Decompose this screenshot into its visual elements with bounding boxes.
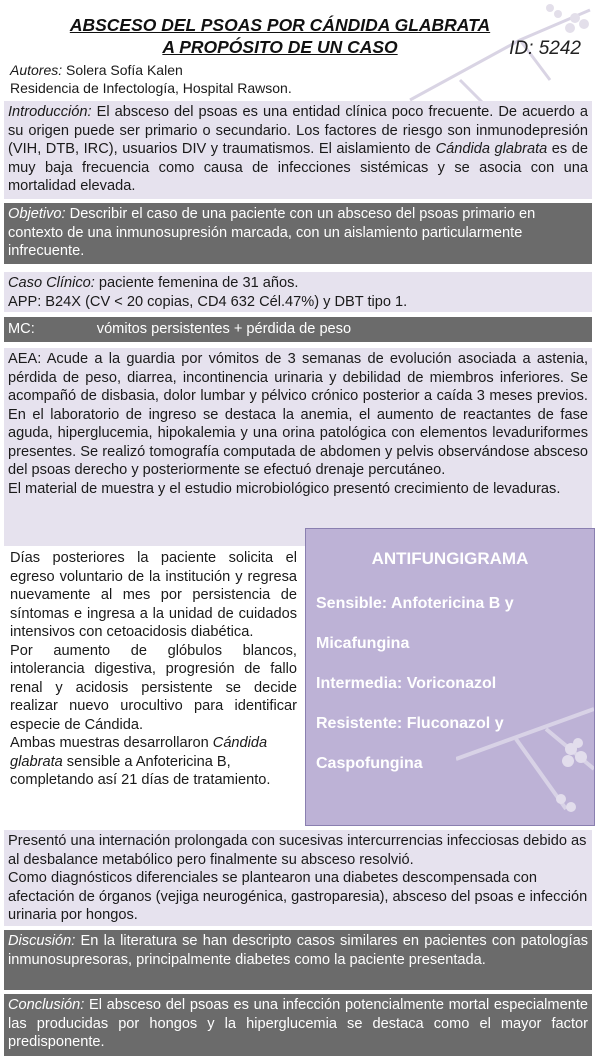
discussion-section [4,930,592,990]
mc-text: vómitos persistentes + pérdida de peso [96,321,352,337]
introduction-organism: Cándida glabrata [435,141,548,157]
discussion-label: Discusión: [8,933,76,949]
antifungigram-intermedia: Intermedia: Voriconazol [316,675,497,692]
antifungigram-sensible-2: Micafungina [316,635,410,652]
title-line-1: ABSCESO DEL PSOAS POR CÁNDIDA GLABRATA [69,15,491,35]
antifungigram-title: ANTIFUNGIGRAMA [371,549,529,568]
case-label: Caso Clínico: [8,275,95,291]
evolution-p3-a: Ambas muestras desarrollaron [10,735,213,751]
poster-id: ID: 5242 [509,38,581,59]
introduction-label: Introducción: [8,104,92,120]
mc-section [4,317,592,342]
antifungigram-box [305,528,595,826]
evolution-text [10,549,297,790]
introduction-section [4,101,592,199]
authors-label: Autores: [10,62,63,78]
objective-text: Describir el caso de una paciente con un absceso del psoas primario en contexto de una inmunosupresión marcada, con un aislamiento particularmente infrecuente. [8,206,536,259]
authors-block [10,61,292,97]
introduction-text-a: El absceso del psoas es una entidad clínica poco frecuente. De acuerdo a su origen puede ser primario o secundario. Los factores de riesgo son inmunodepresión (VIH, DTB, IRC), usuarios DIV y traumatismos. El aislamiento de [8,104,588,157]
case-text: paciente femenina de 31 años. [94,275,299,291]
outcome-p2: Como diagnósticos diferenciales se plantearon una diabetes descompensada con afectación de órganos (vejiga neurogénica, gastroparesia), absceso del psoas e infección urinaria por hongos. [8,870,588,923]
evolution-p3-organism: Cándida glabrata [10,735,268,770]
evolution-p1: Días posteriores la paciente solicita el egreso voluntario de la institución y regresa nuevamente al mes por persistencia de síntomas e ingresa a la unidad de cuidados intensivos con cetoacidosis diabética. [10,550,297,640]
outcome-section [4,830,592,926]
conclusion-text: El absceso del psoas es una infección potencialmente mortal especialmente las producidas por hongos y la hiperglucemia se destaca como el mayor factor predisponente. [8,997,588,1050]
antifungigram-resistente-2: Caspofungina [316,755,423,772]
poster-title [20,14,540,58]
antifungigram-resistente: Resistente: Fluconazol y [316,715,504,732]
authors-names: Solera Sofía Kalen [62,62,183,78]
case-section [4,272,592,312]
introduction-text-b: es de muy baja frecuencia como causa de infecciones sistémicas y se asocia con una mortalidad elevada. [8,141,589,194]
evolution-p2: Por aumento de glóbulos blancos, intolerancia digestiva, progresión de fallo renal y acidosis persistente se decide realizar nuevo urocultivo para identificar especie de Cándida. [10,642,297,733]
discussion-text: En la literatura se han descripto casos similares en pacientes con patologías inmunosupresoras, principalmente diabetes como la paciente presentada. [8,933,588,968]
outcome-p1: Presentó una internación prolongada con sucesivas intercurrencias infecciosas debido as al desbalance metabólico pero finalmente su absceso resolvió. [8,833,587,868]
objective-section [4,203,592,264]
aea-section [4,348,592,546]
title-line-2: A PROPÓSITO DE UN CASO [162,37,398,57]
aea-text-2: El material de muestra y el estudio microbiológico presentó crecimiento de levaduras. [8,480,561,497]
case-app: APP: B24X (CV < 20 copias, CD4 632 Cél.47%) y DBT tipo 1. [8,293,408,310]
aea-text: AEA: Acude a la guardia por vómitos de 3 semanas de evolución asociada a astenia, pérdida de peso, diarrea, incontinencia urinaria y debilidad de miembros inferiores. Se acompañó de disbasia, dolor lumbar y pélvico crónico posterior a caída 3 meses previos. En el laboratorio de ingreso se destaca la anemia, el aumento de reactantes de fase aguda, hiperglucemia, hipokalemia y una orina patológica con elementos levaduriformes presentes. Se realizó tomografía computada de abdomen y pelvis observándose absceso del psoas derecho y posteriormente se efectuó drenaje percutáneo. [8,351,588,478]
authors-affiliation: Residencia de Infectología, Hospital Rawson. [10,80,292,96]
mc-label: MC: [8,321,35,337]
antifungigram-sensible: Sensible: Anfotericina B y [316,595,514,612]
conclusion-label: Conclusión: [8,997,85,1013]
conclusion-section [4,994,592,1056]
objective-label: Objetivo: [8,206,66,222]
evolution-p3-b: sensible a Anfotericina B, completando así 21 días de tratamiento. [10,753,271,788]
